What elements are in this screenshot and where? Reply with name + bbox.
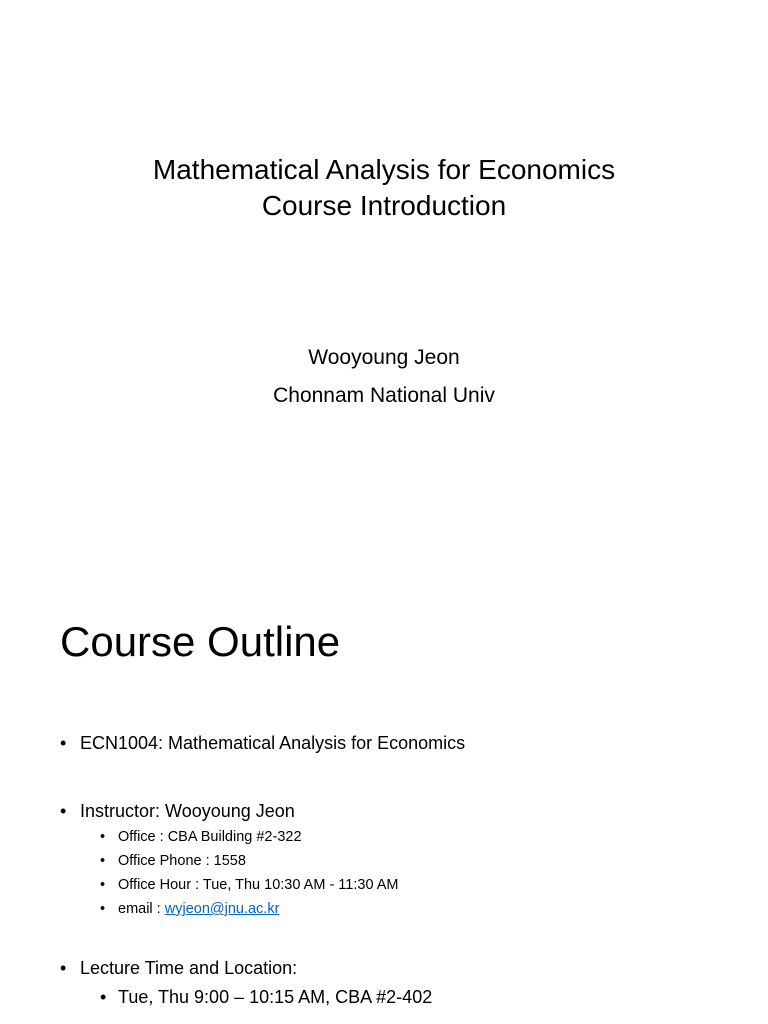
- bullet-course-code: [60, 731, 465, 755]
- bullet-dot: •: [60, 958, 67, 978]
- sub-bullet-dot: •: [100, 877, 106, 893]
- author-affiliation: Chonnam National Univ: [273, 384, 495, 407]
- bullet-dot: •: [60, 733, 67, 753]
- bullet-instructor: [60, 799, 295, 823]
- sub-item-office: [100, 825, 398, 849]
- sub-item-text: Office Hour : Tue, Thu 10:30 AM - 11:30 AM: [118, 877, 399, 893]
- sub-bullet-dot: •: [100, 853, 106, 869]
- sub-item-email: [100, 897, 398, 921]
- sub-bullet-dot: •: [100, 987, 107, 1007]
- bullet-text: Lecture Time and Location:: [80, 958, 298, 978]
- email-link[interactable]: wyjeon@jnu.ac.kr: [164, 901, 280, 917]
- sub-item-lecture-time: [100, 985, 432, 1009]
- email-label: email :: [118, 901, 165, 917]
- sub-item-office-hour: [100, 873, 398, 897]
- instructor-details: [100, 825, 398, 921]
- bullet-lecture-time: [60, 956, 297, 980]
- sub-item-text: Office Phone : 1558: [118, 853, 246, 869]
- sub-item-text: Office : CBA Building #2-322: [118, 829, 302, 845]
- bullet-dot: •: [60, 801, 67, 821]
- course-subtitle: Course Introduction: [261, 190, 507, 221]
- bullet-text: Instructor: Wooyoung Jeon: [80, 801, 295, 821]
- section-heading: Course Outline: [60, 618, 341, 665]
- author-name: Wooyoung Jeon: [308, 346, 460, 369]
- sub-item-phone: [100, 849, 398, 873]
- course-title: Mathematical Analysis for Economics: [152, 154, 616, 185]
- lecture-details: [100, 985, 432, 1009]
- title-slide-author: [0, 339, 768, 415]
- sub-bullet-dot: •: [100, 901, 106, 917]
- sub-bullet-dot: •: [100, 829, 106, 845]
- bullet-text: ECN1004: Mathematical Analysis for Economics: [80, 733, 466, 753]
- title-slide-title: [0, 152, 768, 224]
- sub-item-text: Tue, Thu 9:00 – 10:15 AM, CBA #2-402: [118, 987, 433, 1007]
